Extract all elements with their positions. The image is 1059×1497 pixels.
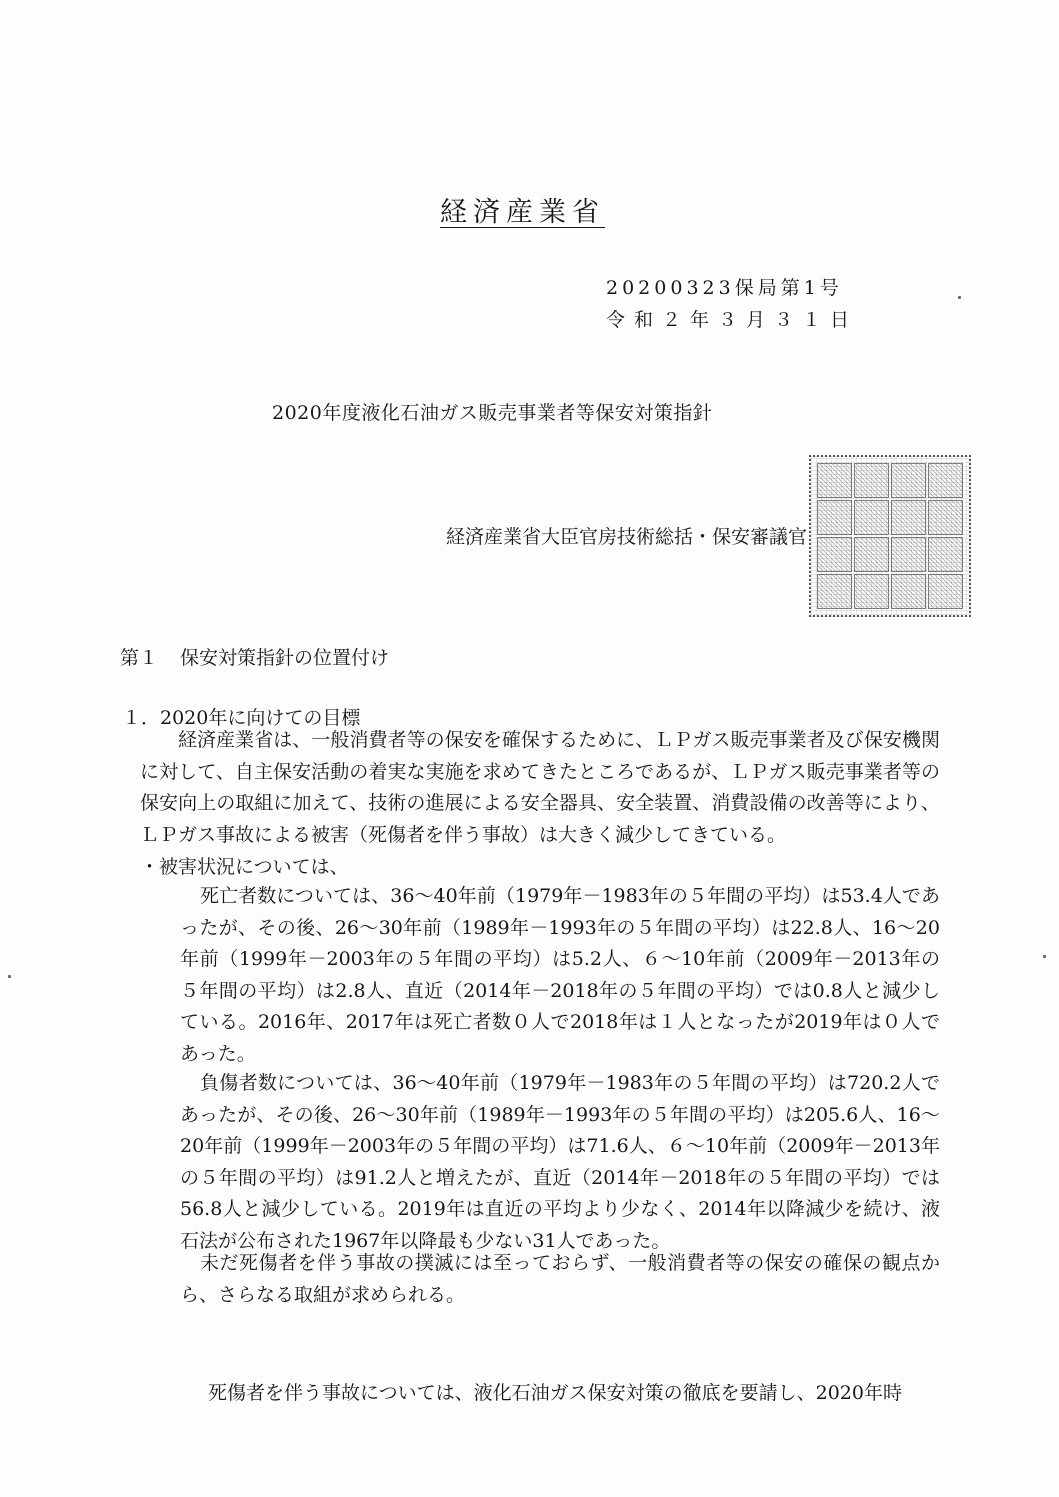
continuation-line: 死傷者を伴う事故については、液化石油ガス保安対策の徹底を要請し、2020年時 [208, 1382, 902, 1404]
scan-speck [958, 296, 961, 299]
closing-paragraph: 未だ死傷者を伴う事故の撲滅には至っておらず、一般消費者等の保安の確保の観点から、さらなる取組が求められる。 [180, 1252, 940, 1306]
document-title: 2020年度液化石油ガス販売事業者等保安対策指針 [272, 402, 713, 424]
document-date: 令和２年３月３１日 [606, 309, 859, 331]
injuries-paragraph: 負傷者数については、36～40年前（1979年－1983年の５年間の平均）は720.2人であったが、その後、26～30年前（1989年－1993年の５年間の平均）は205.6人、16～20年前（1999年－2003年の５年間の平均）は71.6人、６～10年前（2009年－2013年の５年間の平均）は91.2人と増えたが、直近（2014年－2018年の５年間の平均）では56.8人と減少している。2019年は直近の平均より少なく、2014年以降減少を続け、液石法が公布された1967年以降最も少ない31人であった。 [180, 1072, 940, 1252]
scan-speck [8, 975, 11, 978]
document-number: 20200323保局第1号 [606, 277, 843, 299]
seal-characters [817, 463, 963, 609]
sender-name: 経済産業省大臣官房技術総括・保安審議官 [446, 526, 808, 548]
section-heading [120, 643, 389, 670]
damage-status-bullet: ・被害状況については、 [140, 856, 349, 878]
section-number: 第１ [120, 647, 159, 669]
scan-speck [1043, 955, 1046, 958]
section-title: 保安対策指針の位置付け [180, 647, 390, 669]
official-seal-stamp [809, 455, 971, 617]
intro-paragraph: 経済産業省は、一般消費者等の保安を確保するために、ＬＰガス販売事業者及び保安機関に対して、自主保安活動の着実な実施を求めてきたところであるが、ＬＰガス販売事業者等の保安向上の取組に加えて、技術の進展による安全器具、安全装置、消費設備の改善等により、ＬＰガス事故による被害（死傷者を伴う事故）は大きく減少してきている。 [140, 729, 940, 846]
subsection-heading: １．2020年に向けての目標 [122, 707, 361, 729]
deaths-paragraph: 死亡者数については、36～40年前（1979年－1983年の５年間の平均）は53.4人であったが、その後、26～30年前（1989年－1993年の５年間の平均）は22.8人、16～20年前（1999年－2003年の５年間の平均）は5.2人、６～10年前（2009年－2013年の５年間の平均）は2.8人、直近（2014年－2018年の５年間の平均）では0.8人と減少している。2016年、2017年は死亡者数０人で2018年は１人となったが2019年は０人であった。 [180, 885, 940, 1065]
ministry-heading: 経済産業省 [440, 197, 605, 228]
